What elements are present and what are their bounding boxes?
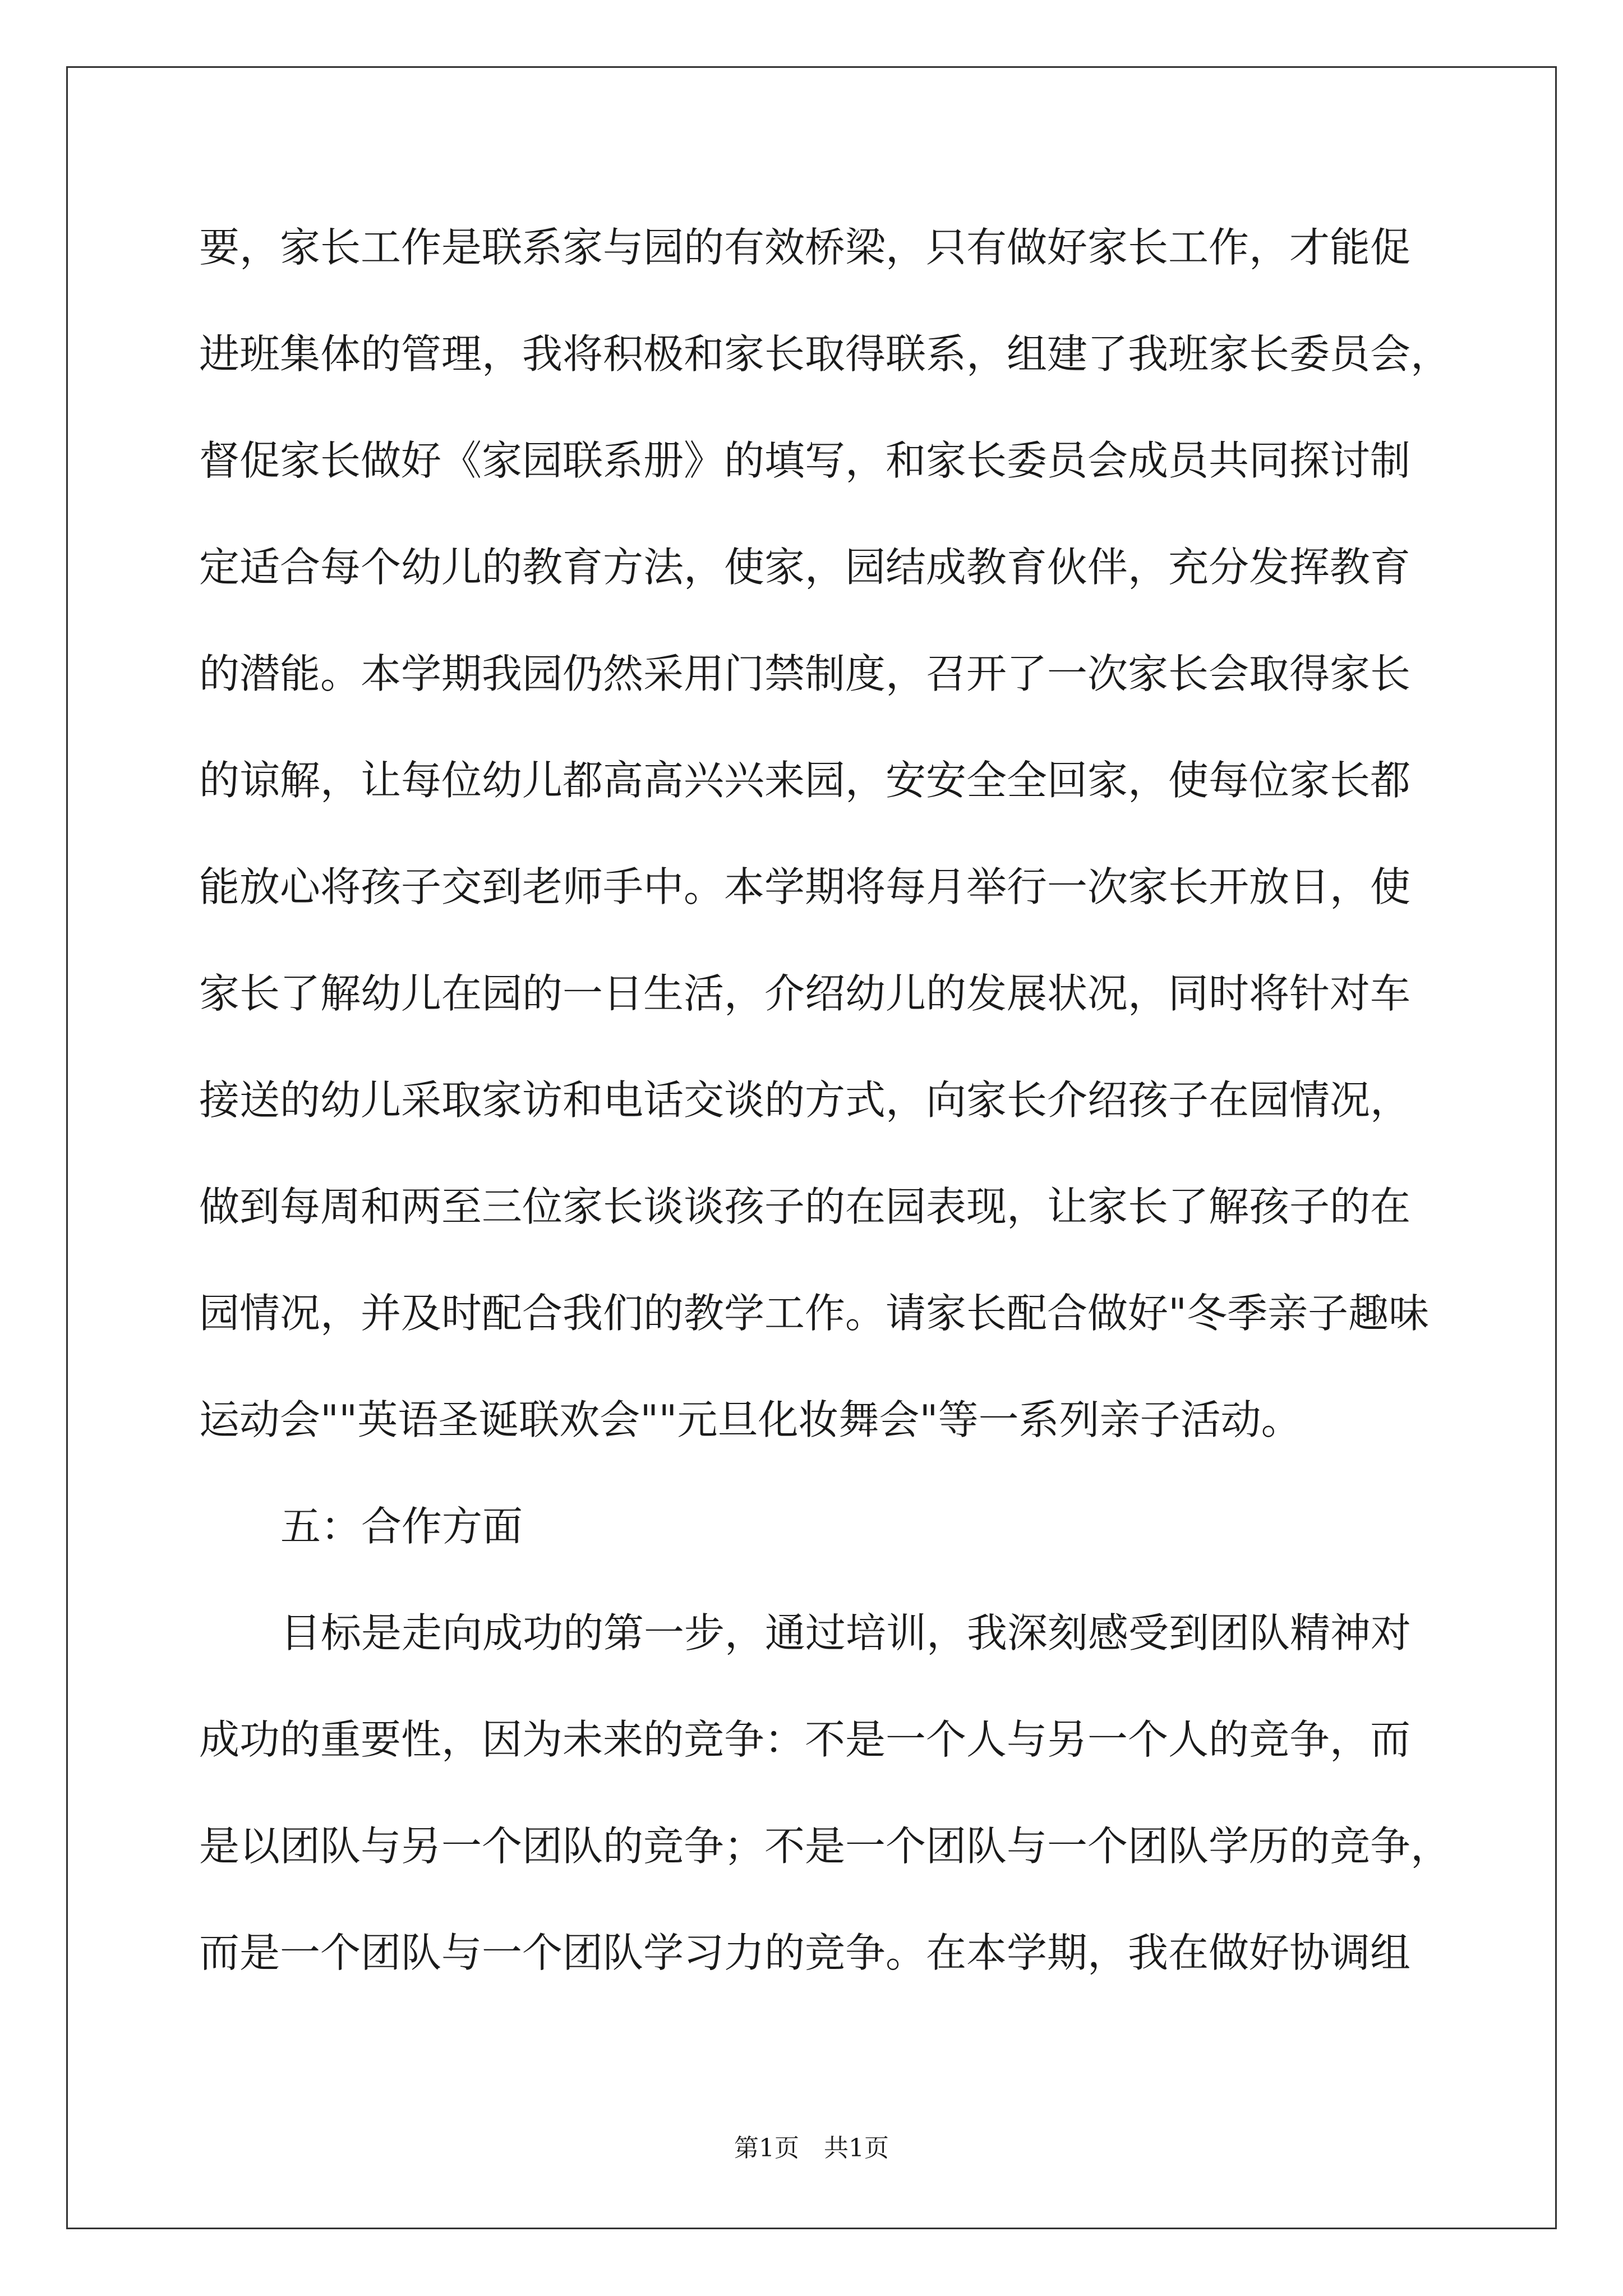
body-line-11: 园情况，并及时配合我们的教学工作。请家长配合做好"冬季亲子趣味 — [199, 1290, 1430, 1337]
page-footer: 第1页 共1页 — [734, 2134, 889, 2162]
body-line-15: 成功的重要性，因为未来的竞争：不是一个人与另一个人的竞争，而 — [199, 1716, 1411, 1763]
body-line-4: 定适合每个幼儿的教育方法，使家，园结成教育伙伴，充分发挥教育 — [199, 544, 1411, 591]
body-line-10: 做到每周和两至三位家长谈谈孩子的在园表现，让家长了解孩子的在 — [199, 1183, 1411, 1230]
body-line-17: 而是一个团队与一个团队学习力的竞争。在本学期，我在做好协调组 — [199, 1929, 1411, 1976]
body-line-16: 是以团队与另一个团队的竞争；不是一个团队与一个团队学历的竞争， — [199, 1823, 1451, 1870]
body-line-6: 的谅解，让每位幼儿都高高兴兴来园，安安全全回家，使每位家长都 — [199, 757, 1411, 804]
body-line-2: 进班集体的管理，我将积极和家长取得联系，组建了我班家长委员会， — [199, 330, 1451, 378]
body-line-12: 运动会""英语圣诞联欢会""元旦化妆舞会"等一系列亲子活动。 — [199, 1396, 1302, 1443]
section-heading: 五：合作方面 — [280, 1503, 523, 1550]
body-line-14: 目标是走向成功的第一步，通过培训，我深刻感受到团队精神对 — [280, 1609, 1412, 1657]
page-border — [66, 66, 1557, 2229]
body-line-8: 家长了解幼儿在园的一日生活，介绍幼儿的发展状况，同时将针对车 — [199, 970, 1411, 1017]
body-line-7: 能放心将孩子交到老师手中。本学期将每月举行一次家长开放日，使 — [199, 863, 1411, 910]
body-line-5: 的潜能。本学期我园仍然采用门禁制度，召开了一次家长会取得家长 — [199, 650, 1411, 697]
body-line-1: 要，家长工作是联系家与园的有效桥梁，只有做好家长工作，才能促 — [199, 224, 1411, 271]
body-line-9: 接送的幼儿采取家访和电话交谈的方式，向家长介绍孩子在园情况， — [199, 1076, 1411, 1124]
body-line-3: 督促家长做好《家园联系册》的填写，和家长委员会成员共同探讨制 — [199, 437, 1411, 484]
